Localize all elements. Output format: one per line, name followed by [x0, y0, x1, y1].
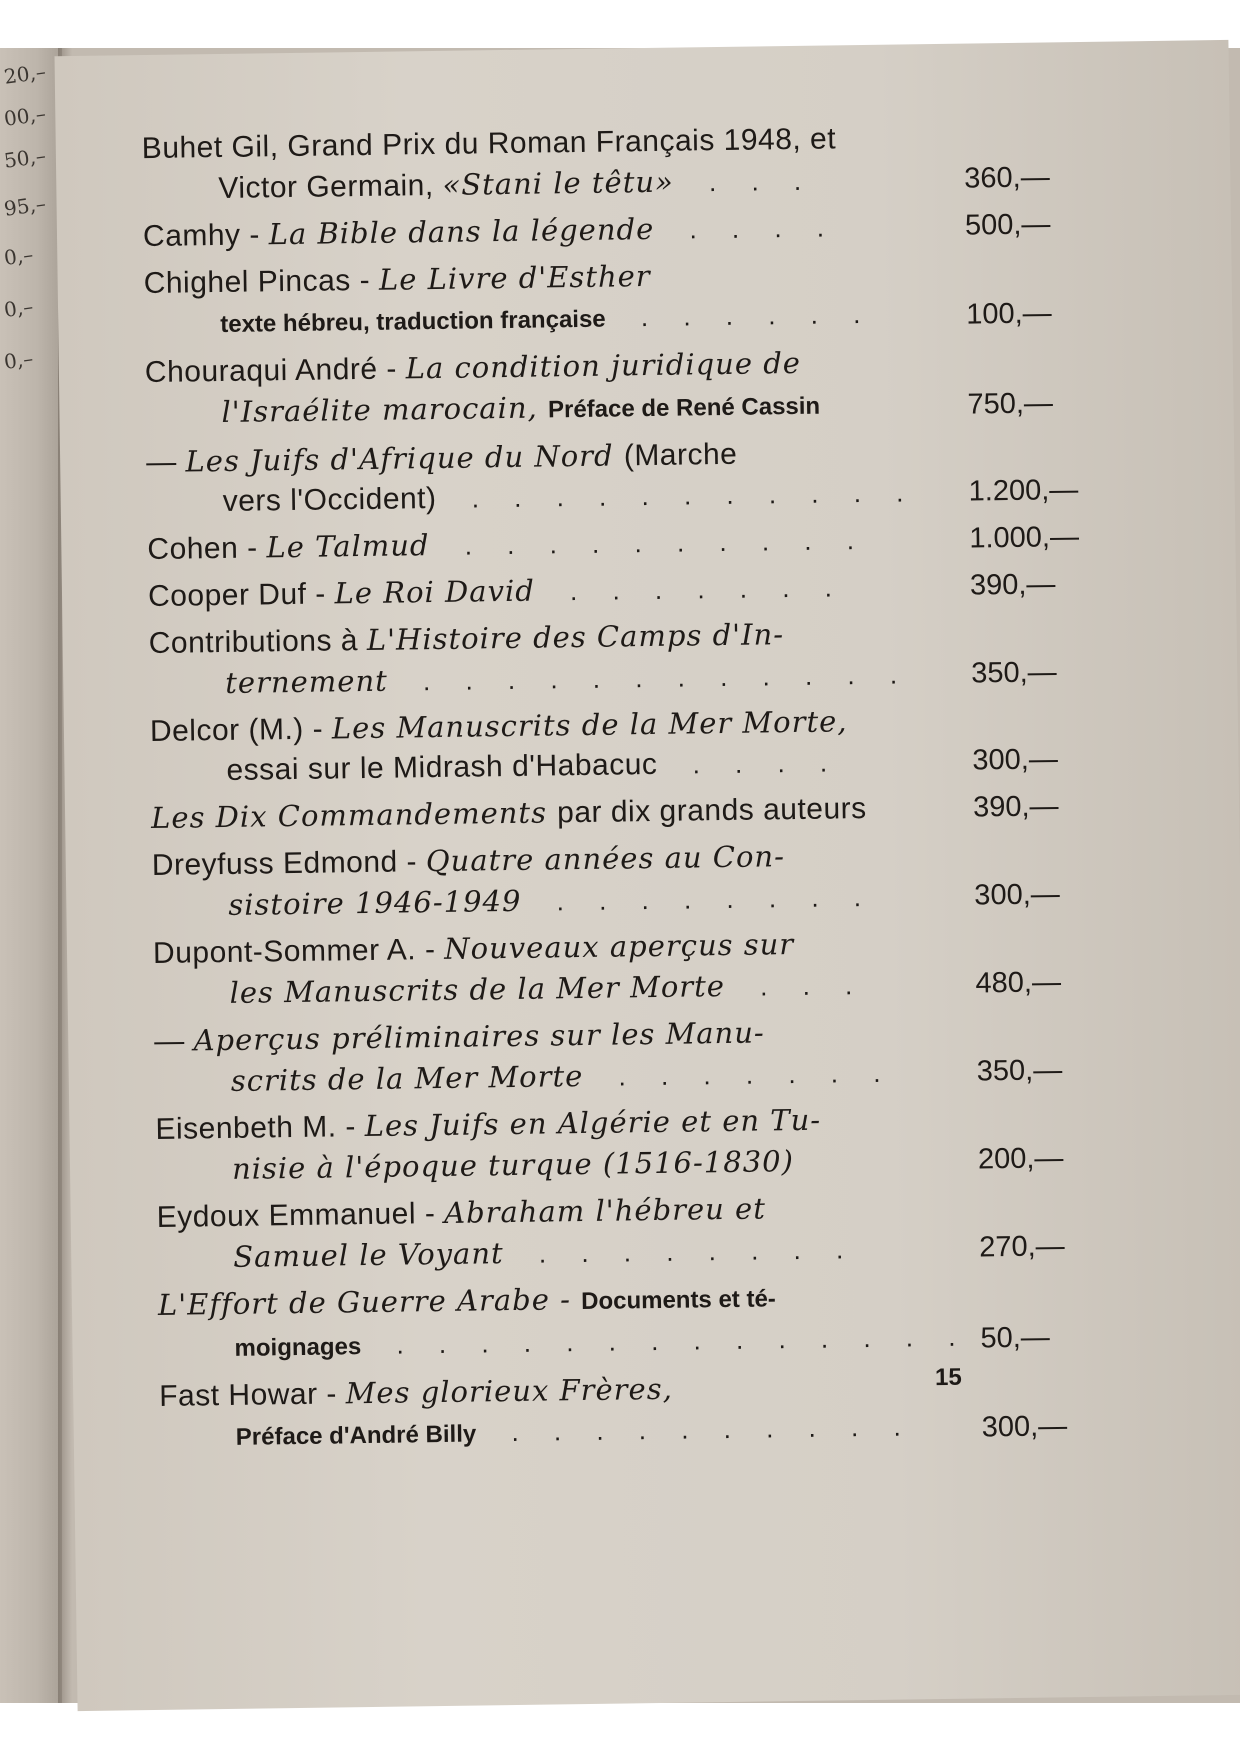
entry-price: 300,—	[974, 878, 1060, 912]
entry-title: Nouveaux aperçus sur	[444, 927, 795, 966]
leader-dots: . . . .	[668, 212, 839, 245]
entry-text: essai sur le Midrash d'Habacuc	[226, 747, 658, 787]
entry-title: La Bible dans la légende	[268, 211, 655, 252]
entry-title: les Manuscrits de la Mer Morte	[229, 969, 726, 1010]
entry-title: L'Effort de Guerre Arabe -	[157, 1282, 582, 1322]
entry-text: Préface d'André Billy	[235, 1420, 477, 1451]
catalog-entry	[148, 610, 1089, 705]
catalog-entry	[143, 250, 1084, 346]
catalog-entry	[147, 516, 1087, 570]
entry-text: (Marche	[623, 437, 738, 473]
entry-price: 100,—	[965, 297, 1052, 331]
entry-text: Victor Germain,	[218, 168, 443, 205]
page-number: 15	[934, 1363, 962, 1392]
catalog-entry	[142, 116, 1083, 210]
entry-text: Eisenbeth M. -	[155, 1110, 365, 1146]
leader-dots: . . . . . . . . . .	[490, 1411, 915, 1448]
entry-text: —	[154, 1024, 194, 1058]
catalog-list	[142, 116, 1101, 1465]
entry-text: Eydoux Emmanuel -	[156, 1196, 445, 1234]
entry-text: Documents et té-	[580, 1285, 777, 1316]
left-page-edge	[0, 48, 62, 1703]
entry-title: Le Talmud	[266, 528, 430, 565]
entry-text: Contributions à	[148, 623, 368, 661]
entry-title: l'Israélite marocain,	[221, 390, 549, 429]
entry-title: Les Juifs en Algérie et en Tu-	[364, 1102, 822, 1144]
entry-title: Mes glorieux Frères,	[345, 1371, 674, 1411]
entry-title: Aperçus préliminaires sur les Manu-	[193, 1015, 765, 1058]
entry-text: Chighel Pincas -	[143, 263, 380, 301]
margin-price-fragment: 50,–	[2, 143, 48, 173]
margin-price-fragment: 00,–	[2, 101, 48, 131]
entry-line	[147, 518, 937, 570]
margin-price-fragment: 95,–	[2, 191, 48, 221]
entry-title: Le Livre d'Esther	[378, 258, 651, 297]
leader-dots: . . . . . . . .	[517, 1234, 858, 1269]
entry-text: Dreyfuss Edmond -	[151, 845, 427, 882]
entry-price: 300,—	[981, 1410, 1068, 1444]
entry-title: Les Juifs d'Afrique du Nord	[185, 438, 625, 479]
margin-price-fragment: 20,–	[2, 59, 48, 89]
entry-price: 480,—	[975, 966, 1062, 1000]
entry-text: —	[145, 445, 186, 480]
leader-dots: . . .	[738, 970, 867, 1002]
entry-text: Fast Howar -	[158, 1377, 346, 1413]
leader-dots: . . . . . . . .	[535, 881, 876, 917]
catalog-page	[55, 40, 1240, 1711]
entry-line	[151, 787, 941, 839]
entry-title: «Stani le têtu»	[442, 164, 675, 202]
leader-dots: . . . . . . . . . . . . . .	[375, 1321, 970, 1360]
catalog-entry	[146, 429, 1087, 523]
catalog-entry	[154, 1008, 1095, 1103]
entry-text: Grand Prix du Roman Français 1948, et	[287, 122, 837, 164]
entry-title: Le Roi David	[334, 573, 536, 611]
entry-price: 200,—	[977, 1142, 1064, 1176]
margin-price-fragment: 0,–	[2, 242, 35, 270]
entry-price: 1.200,—	[968, 474, 1079, 508]
leader-dots: . . . .	[671, 747, 842, 780]
entry-price: 350,—	[970, 656, 1057, 690]
entry-text: Camhy -	[142, 218, 269, 254]
catalog-entry	[158, 1272, 1099, 1370]
entry-price: 50,—	[980, 1321, 1051, 1355]
entry-title: L'Histoire des Camps d'In-	[366, 617, 785, 657]
entry-price: 390,—	[972, 790, 1059, 824]
leader-dots: . . . . . . .	[597, 1057, 895, 1092]
entry-title: nisie à l'époque turque (1516-1830)	[231, 1144, 795, 1186]
entry-price: 350,—	[976, 1054, 1063, 1088]
leader-dots: . . . . . . . . . .	[443, 524, 869, 561]
entry-title: ternement	[225, 663, 389, 700]
entry-title: Abraham l'hébreu et	[443, 1191, 767, 1230]
entry-title: Samuel le Voyant	[233, 1236, 504, 1274]
entry-text: Delcor (M.) -	[149, 712, 333, 749]
entry-text: Préface de René Cassin	[547, 392, 821, 424]
entry-text: texte hébreu, traduction française	[220, 305, 606, 338]
catalog-entry	[150, 698, 1091, 792]
entry-title: La condition juridique de	[405, 345, 802, 386]
entry-title: Quatre années au Con-	[425, 839, 786, 879]
entry-title: scrits de la Mer Morte	[230, 1058, 584, 1098]
margin-price-fragment: 0,–	[2, 346, 35, 374]
entry-line	[143, 205, 933, 257]
entry-text: moignages	[234, 1333, 362, 1362]
entry-price: 270,—	[979, 1230, 1065, 1264]
entry-title: Les Dix Commandements	[150, 795, 558, 835]
entry-price: 1.000,—	[969, 521, 1080, 555]
entry-text: Cohen -	[147, 531, 267, 567]
entry-text: Cooper Duf -	[147, 577, 335, 614]
leader-dots: . . . . . .	[619, 298, 875, 333]
entry-price: 360,—	[964, 161, 1050, 195]
leader-dots: . . .	[687, 165, 816, 198]
entry-text: par dix grands auteurs	[556, 792, 867, 830]
entry-title: sistoire 1946-1949	[228, 883, 522, 922]
catalog-entry	[148, 563, 1088, 617]
catalog-entry	[151, 785, 1091, 839]
entry-price: 750,—	[967, 387, 1054, 421]
leader-dots: . . . . . . .	[548, 572, 847, 607]
catalog-entry	[155, 1096, 1096, 1191]
catalog-entry	[152, 832, 1093, 927]
entry-text: Dupont-Sommer A. -	[152, 932, 445, 970]
entry-price: 500,—	[964, 208, 1051, 242]
catalog-entry	[153, 920, 1094, 1015]
catalog-entry	[143, 203, 1083, 257]
entry-text: Buhet Gil,	[141, 130, 288, 166]
entry-text: Chouraqui André -	[144, 352, 406, 390]
entry-text: vers l'Occident)	[222, 481, 437, 518]
leader-dots: . . . . . . . . . . . .	[401, 659, 912, 697]
entry-title: Les Manuscrits de la Mer Morte,	[331, 704, 848, 746]
entry-line	[148, 565, 938, 617]
catalog-entry	[156, 1184, 1097, 1279]
entry-price: 390,—	[969, 568, 1056, 602]
entry-price: 300,—	[972, 743, 1059, 777]
margin-price-fragment: 0,–	[2, 294, 35, 322]
leader-dots: . . . . . . . . . . .	[450, 477, 918, 514]
catalog-entry	[145, 339, 1086, 436]
